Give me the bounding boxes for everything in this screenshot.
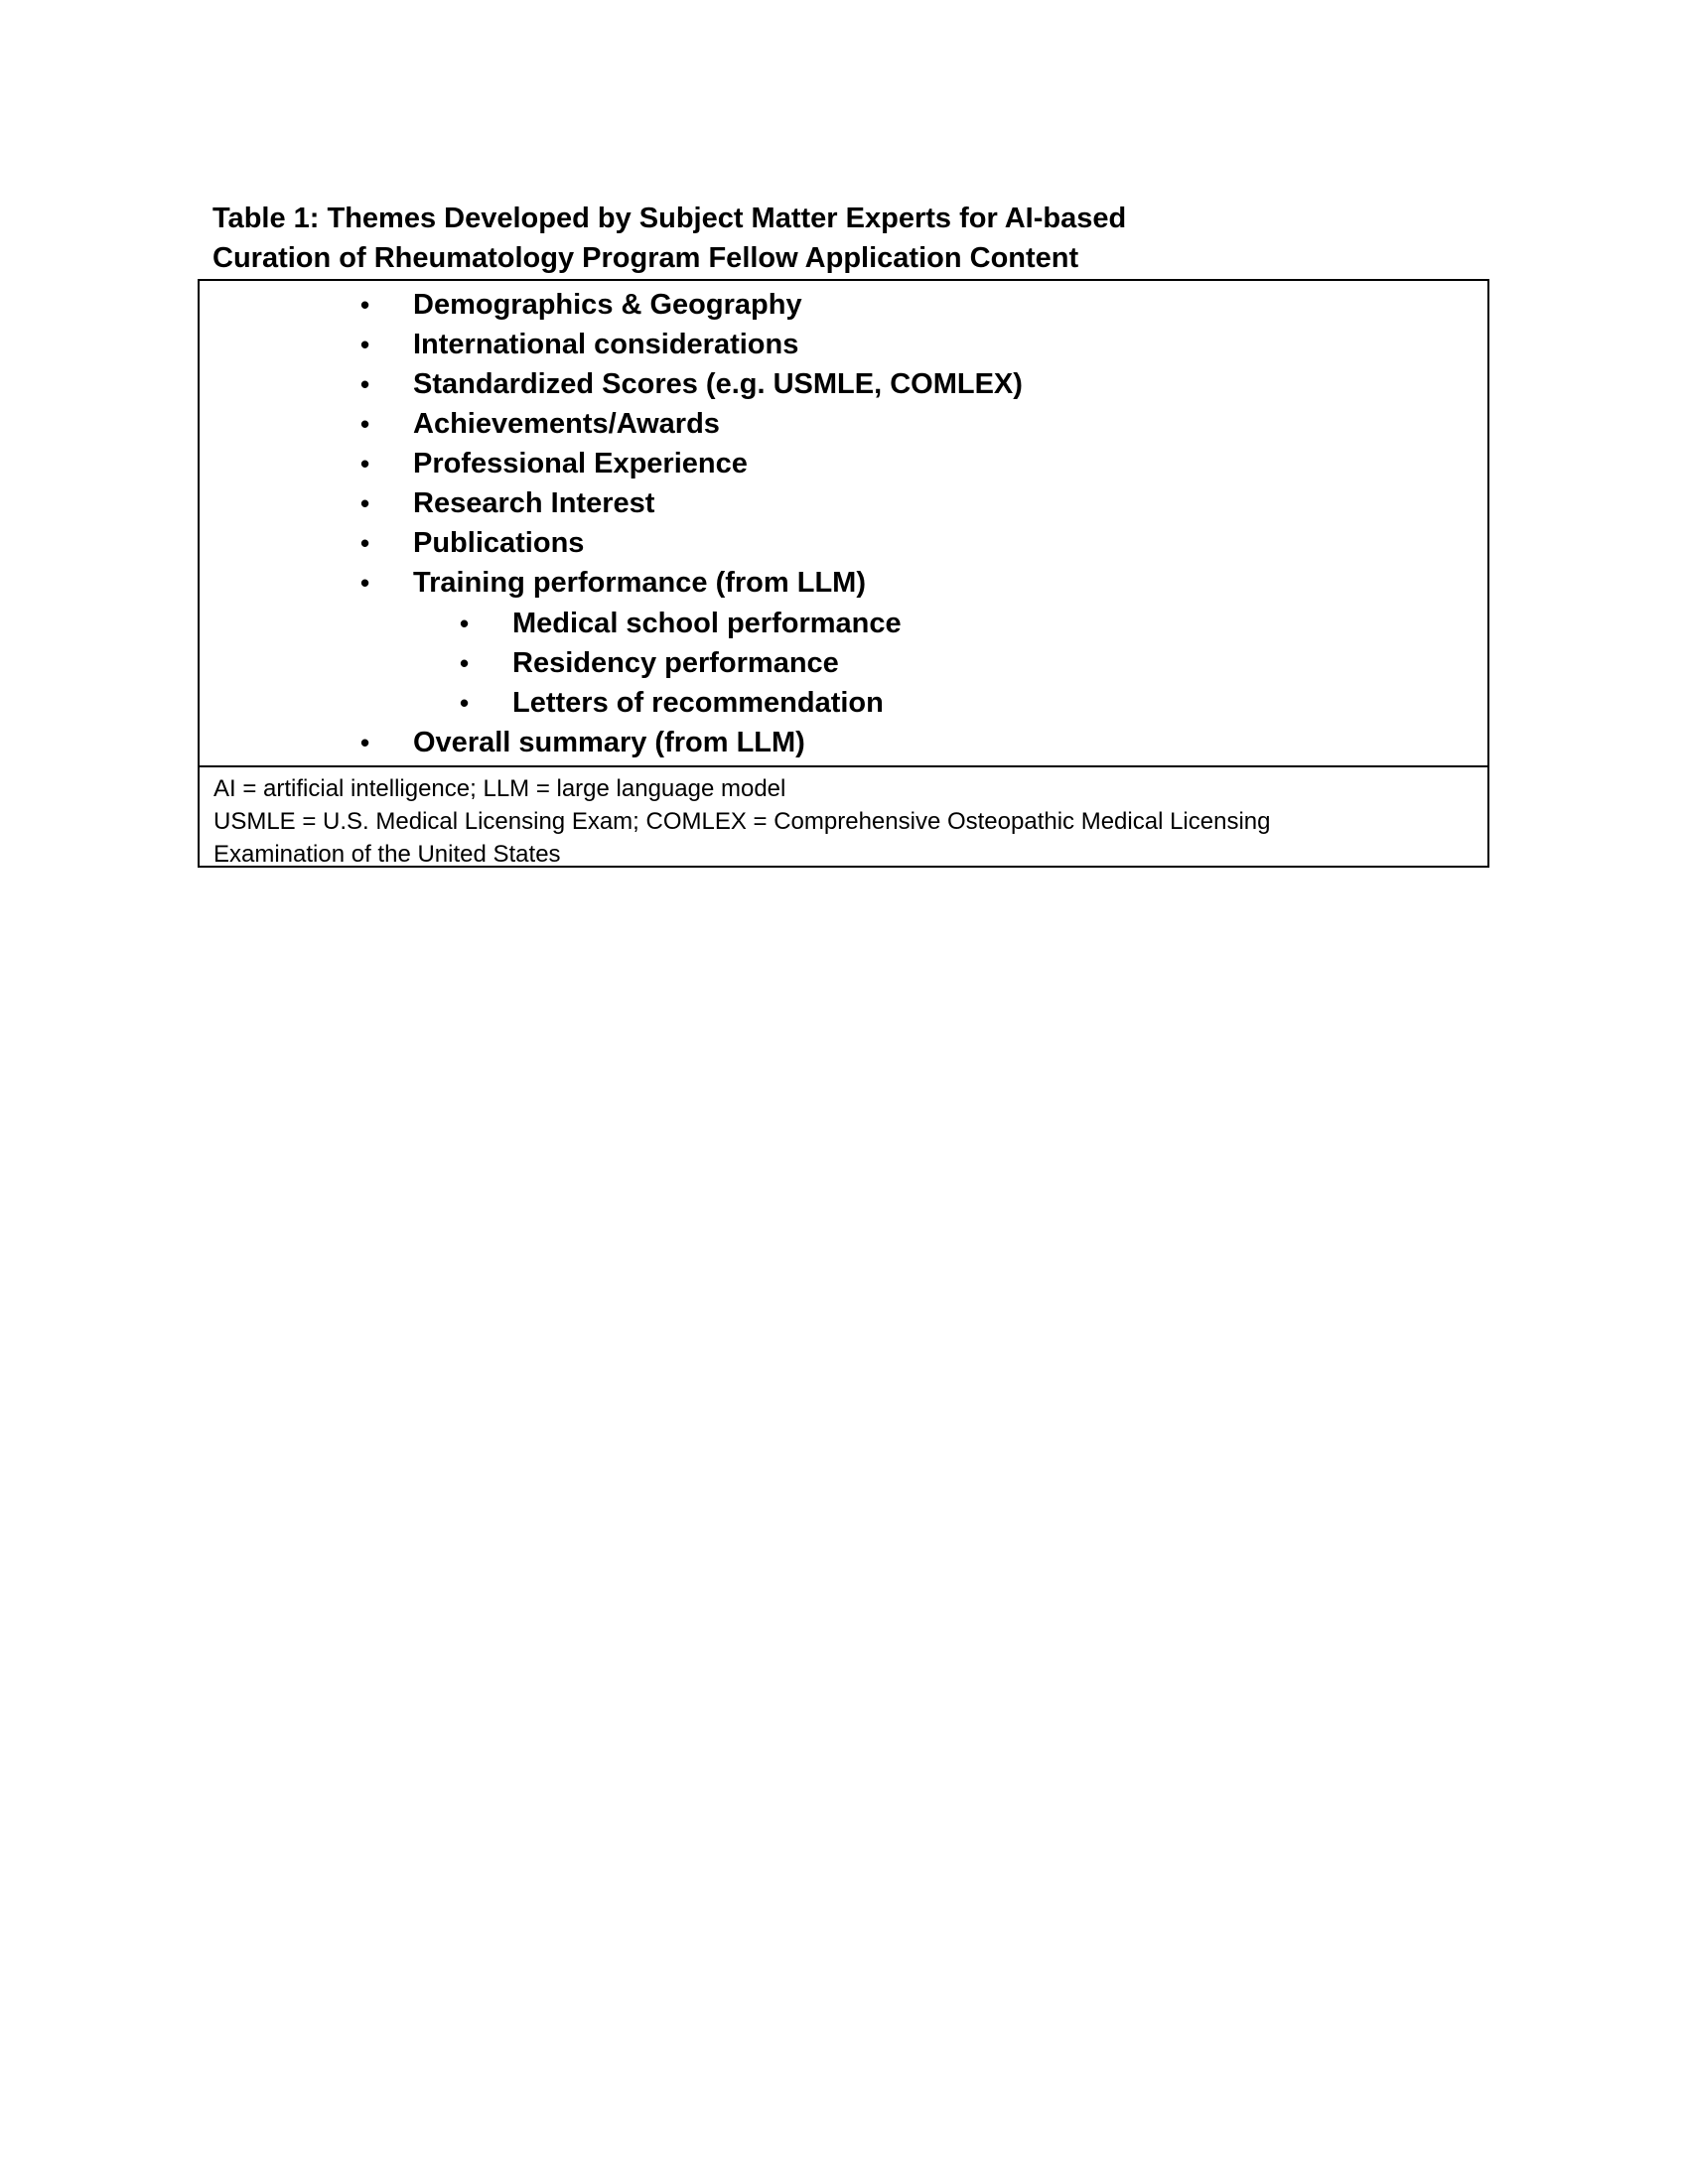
bullet-icon: •	[360, 449, 370, 478]
bullet-icon: •	[460, 609, 470, 638]
sub-theme-label: Medical school performance	[512, 608, 902, 639]
themes-list-cell	[200, 281, 1487, 766]
bullet-icon: •	[360, 568, 370, 598]
table-title-line-2: Curation of Rheumatology Program Fellow Application Content	[212, 242, 1079, 274]
bullet-icon: •	[360, 488, 370, 518]
table-title-line-1: Table 1: Themes Developed by Subject Matter Experts for AI-based	[212, 203, 1127, 234]
theme-label: Research Interest	[413, 487, 655, 519]
table-divider	[200, 765, 1487, 767]
themes-table	[198, 279, 1489, 868]
footnote-line: AI = artificial intelligence; LLM = large language model	[213, 775, 786, 802]
theme-label: Publications	[413, 527, 585, 559]
theme-label: Demographics & Geography	[413, 289, 802, 321]
theme-label: Standardized Scores (e.g. USMLE, COMLEX)	[413, 368, 1023, 400]
sub-theme-label: Residency performance	[512, 647, 839, 679]
bullet-icon: •	[360, 290, 370, 320]
bullet-icon: •	[460, 648, 470, 678]
theme-label: International considerations	[413, 329, 799, 360]
bullet-icon: •	[360, 369, 370, 399]
footnote-line: USMLE = U.S. Medical Licensing Exam; COMLEX = Comprehensive Osteopathic Medical Licensing	[213, 808, 1271, 835]
table-footnotes	[213, 772, 1475, 871]
bullet-icon: •	[360, 728, 370, 757]
theme-label: Training performance (from LLM)	[413, 567, 866, 599]
bullet-icon: •	[360, 330, 370, 359]
sub-theme-label: Letters of recommendation	[512, 687, 884, 719]
bullet-icon: •	[360, 528, 370, 558]
bullet-icon: •	[460, 688, 470, 718]
bullet-icon: •	[360, 409, 370, 439]
table-title	[212, 199, 1454, 278]
theme-label: Professional Experience	[413, 448, 748, 479]
theme-label: Achievements/Awards	[413, 408, 720, 440]
theme-label: Overall summary (from LLM)	[413, 727, 805, 758]
footnote-line: Examination of the United States	[213, 841, 561, 868]
